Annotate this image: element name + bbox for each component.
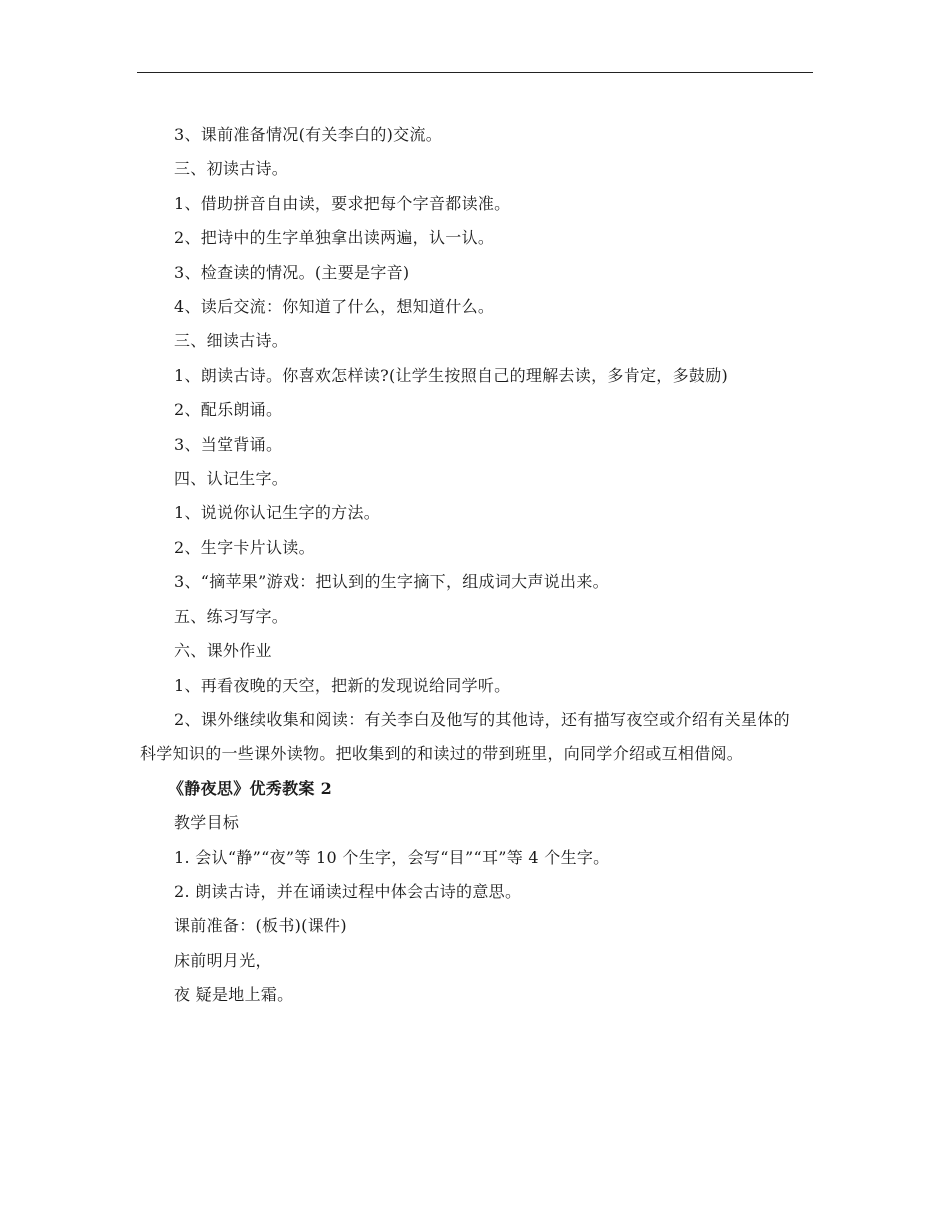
paragraph: 3、检查读的情况。(主要是字音) xyxy=(174,262,410,282)
poem-line: 夜 疑是地上霜。 xyxy=(174,985,294,1005)
section-heading: 三、细读古诗。 xyxy=(174,331,289,351)
document-body xyxy=(140,118,790,1013)
paragraph: 2、课外继续收集和阅读：有关李白及他写的其他诗，还有描写夜空或介绍有关星体的科学知识的一些课外读物。把收集到的和读过的带到班里，向同学介绍或互相借阅。 xyxy=(140,709,790,764)
paragraph: 3、当堂背诵。 xyxy=(174,434,283,454)
paragraph: 2. 朗读古诗，并在诵读过程中体会古诗的意思。 xyxy=(174,881,522,901)
paragraph: 1、说说你认记生字的方法。 xyxy=(174,503,381,523)
paragraph: 2、生字卡片认读。 xyxy=(174,537,315,557)
section-heading: 四、认记生字。 xyxy=(174,469,289,489)
header-rule xyxy=(137,72,813,73)
lesson-title: 《静夜思》优秀教案 2 xyxy=(168,778,333,798)
paragraph: 1、再看夜晚的天空，把新的发现说给同学听。 xyxy=(174,675,511,695)
paragraph: 4、读后交流：你知道了什么，想知道什么。 xyxy=(174,297,495,317)
paragraph: 2、配乐朗诵。 xyxy=(174,400,283,420)
paragraph: 1、借助拼音自由读，要求把每个字音都读准。 xyxy=(174,193,511,213)
paragraph: 3、“摘苹果”游戏：把认到的生字摘下，组成词大声说出来。 xyxy=(174,572,609,592)
section-heading: 三、初读古诗。 xyxy=(174,159,289,179)
paragraph: 3、课前准备情况(有关李白的)交流。 xyxy=(174,125,443,144)
paragraph: 教学目标 xyxy=(174,813,240,833)
paragraph: 2、把诗中的生字单独拿出读两遍，认一认。 xyxy=(174,228,495,248)
paragraph: 1. 会认“静”“夜”等 10 个生字，会写“目”“耳”等 4 个生字。 xyxy=(174,847,610,867)
paragraph: 课前准备：(板书)(课件) xyxy=(174,916,347,936)
poem-line: 床前明月光， xyxy=(174,950,272,970)
section-heading: 六、课外作业 xyxy=(174,641,272,661)
paragraph: 1、朗读古诗。你喜欢怎样读?(让学生按照自己的理解去读，多肯定，多鼓励) xyxy=(174,365,729,385)
section-heading: 五、练习写字。 xyxy=(174,606,289,626)
